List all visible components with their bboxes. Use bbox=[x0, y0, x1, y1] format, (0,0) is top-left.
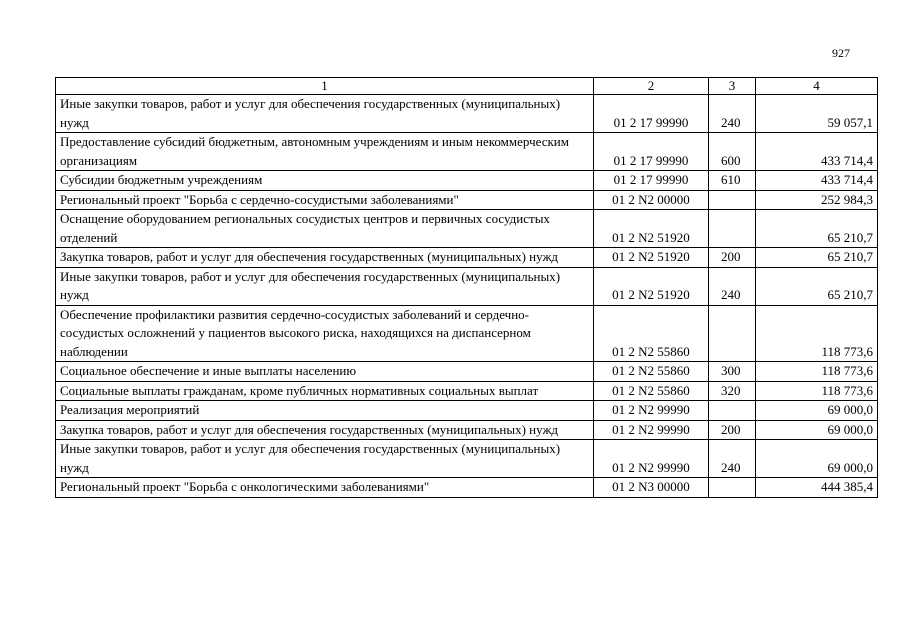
row-code-cell: 01 2 N2 55860 bbox=[594, 362, 709, 382]
row-name-cell: Субсидии бюджетным учреждениям bbox=[56, 171, 594, 191]
row-type-cell: 240 bbox=[709, 95, 756, 133]
header-col-2: 2 bbox=[594, 78, 709, 95]
row-type-cell bbox=[709, 190, 756, 210]
budget-table bbox=[55, 77, 878, 498]
page-number: 927 bbox=[832, 46, 850, 60]
table-row bbox=[56, 210, 878, 248]
table-row bbox=[56, 171, 878, 191]
row-code-cell: 01 2 N2 00000 bbox=[594, 190, 709, 210]
row-amount-cell: 69 000,0 bbox=[756, 420, 878, 440]
row-type-cell: 610 bbox=[709, 171, 756, 191]
row-name-cell: Региональный проект "Борьба с онкологическими заболеваниями" bbox=[56, 478, 594, 498]
row-amount-cell: 69 000,0 bbox=[756, 440, 878, 478]
row-code-cell: 01 2 17 99990 bbox=[594, 95, 709, 133]
table-row bbox=[56, 248, 878, 268]
row-type-cell bbox=[709, 478, 756, 498]
row-code-cell: 01 2 N2 51920 bbox=[594, 248, 709, 268]
row-type-cell bbox=[709, 210, 756, 248]
header-col-1: 1 bbox=[56, 78, 594, 95]
row-type-cell: 320 bbox=[709, 381, 756, 401]
row-name-cell: Обеспечение профилактики развития сердечно-сосудистых заболеваний и сердечно-сосудистых осложнений у пациентов высокого риска, находящихся на диспансерном наблюдении bbox=[56, 305, 594, 362]
row-type-cell: 240 bbox=[709, 267, 756, 305]
row-amount-cell: 444 385,4 bbox=[756, 478, 878, 498]
row-name-cell: Закупка товаров, работ и услуг для обеспечения государственных (муниципальных) нужд bbox=[56, 420, 594, 440]
row-name-cell: Региональный проект "Борьба с сердечно-сосудистыми заболеваниями" bbox=[56, 190, 594, 210]
table-row bbox=[56, 401, 878, 421]
row-type-cell: 300 bbox=[709, 362, 756, 382]
row-name-cell: Иные закупки товаров, работ и услуг для обеспечения государственных (муниципальных) нужд bbox=[56, 95, 594, 133]
row-name-cell: Социальное обеспечение и иные выплаты населению bbox=[56, 362, 594, 382]
row-amount-cell: 59 057,1 bbox=[756, 95, 878, 133]
row-amount-cell: 433 714,4 bbox=[756, 133, 878, 171]
row-name-cell: Иные закупки товаров, работ и услуг для обеспечения государственных (муниципальных) нужд bbox=[56, 267, 594, 305]
row-amount-cell: 69 000,0 bbox=[756, 401, 878, 421]
row-name-cell: Реализация мероприятий bbox=[56, 401, 594, 421]
row-amount-cell: 65 210,7 bbox=[756, 267, 878, 305]
row-code-cell: 01 2 17 99990 bbox=[594, 133, 709, 171]
row-name-cell: Оснащение оборудованием региональных сосудистых центров и первичных сосудистых отделений bbox=[56, 210, 594, 248]
row-code-cell: 01 2 N2 99990 bbox=[594, 440, 709, 478]
row-amount-cell: 118 773,6 bbox=[756, 381, 878, 401]
table-body bbox=[56, 95, 878, 498]
header-col-3: 3 bbox=[709, 78, 756, 95]
row-code-cell: 01 2 N2 55860 bbox=[594, 381, 709, 401]
table-row bbox=[56, 478, 878, 498]
row-type-cell: 200 bbox=[709, 420, 756, 440]
table-row bbox=[56, 381, 878, 401]
row-code-cell: 01 2 17 99990 bbox=[594, 171, 709, 191]
table-row bbox=[56, 440, 878, 478]
row-code-cell: 01 2 N2 99990 bbox=[594, 401, 709, 421]
row-code-cell: 01 2 N2 55860 bbox=[594, 305, 709, 362]
row-type-cell: 200 bbox=[709, 248, 756, 268]
row-type-cell: 600 bbox=[709, 133, 756, 171]
row-name-cell: Социальные выплаты гражданам, кроме публичных нормативных социальных выплат bbox=[56, 381, 594, 401]
row-code-cell: 01 2 N2 99990 bbox=[594, 420, 709, 440]
row-name-cell: Предоставление субсидий бюджетным, автономным учреждениям и иным некоммерческим организациям bbox=[56, 133, 594, 171]
header-col-4: 4 bbox=[756, 78, 878, 95]
table-row bbox=[56, 420, 878, 440]
row-amount-cell: 118 773,6 bbox=[756, 362, 878, 382]
row-code-cell: 01 2 N3 00000 bbox=[594, 478, 709, 498]
row-code-cell: 01 2 N2 51920 bbox=[594, 267, 709, 305]
row-code-cell: 01 2 N2 51920 bbox=[594, 210, 709, 248]
row-type-cell: 240 bbox=[709, 440, 756, 478]
table-row bbox=[56, 133, 878, 171]
table-header bbox=[56, 78, 878, 95]
row-amount-cell: 65 210,7 bbox=[756, 210, 878, 248]
row-type-cell bbox=[709, 401, 756, 421]
row-amount-cell: 433 714,4 bbox=[756, 171, 878, 191]
header-row bbox=[56, 78, 878, 95]
row-amount-cell: 65 210,7 bbox=[756, 248, 878, 268]
row-amount-cell: 252 984,3 bbox=[756, 190, 878, 210]
table-row bbox=[56, 305, 878, 362]
row-amount-cell: 118 773,6 bbox=[756, 305, 878, 362]
table-row bbox=[56, 95, 878, 133]
row-name-cell: Иные закупки товаров, работ и услуг для обеспечения государственных (муниципальных) нужд bbox=[56, 440, 594, 478]
row-type-cell bbox=[709, 305, 756, 362]
row-name-cell: Закупка товаров, работ и услуг для обеспечения государственных (муниципальных) нужд bbox=[56, 248, 594, 268]
table-row bbox=[56, 362, 878, 382]
table-row bbox=[56, 190, 878, 210]
table-row bbox=[56, 267, 878, 305]
